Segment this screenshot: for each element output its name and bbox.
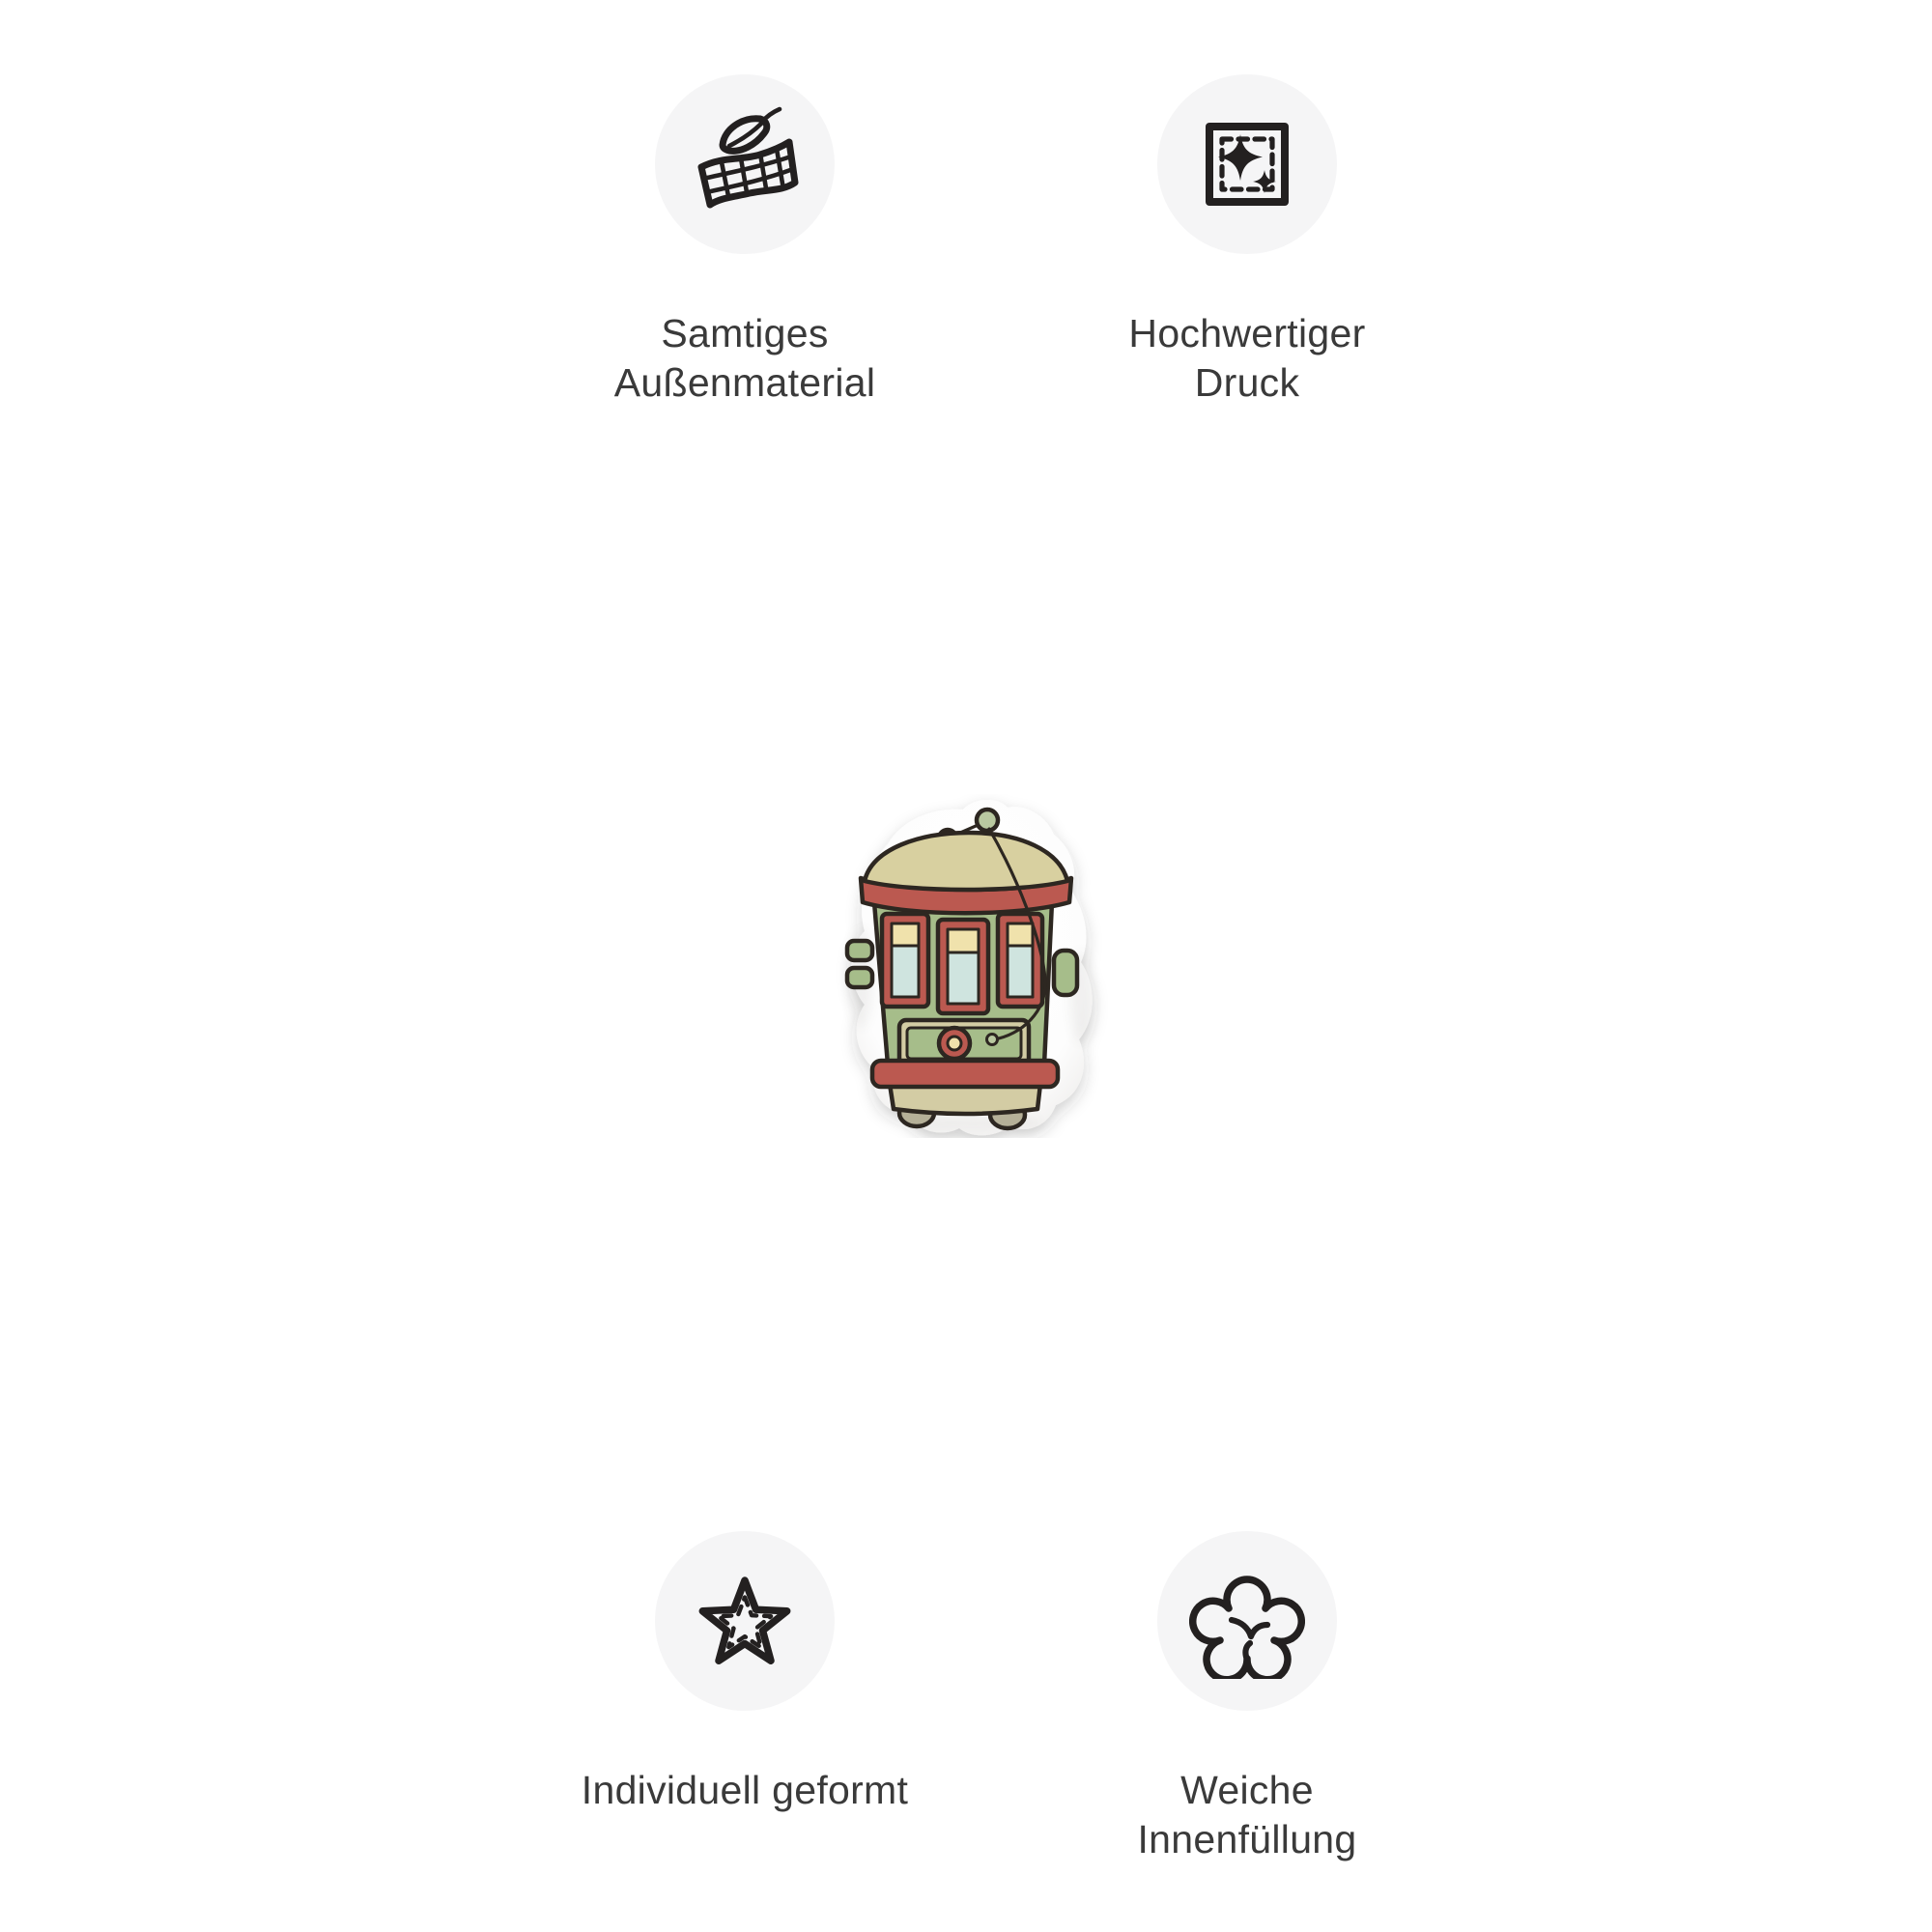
feature-label-velvet-material [614, 309, 876, 408]
cotton-filling-icon [1157, 1531, 1337, 1711]
stitched-star-icon-svg [687, 1563, 803, 1679]
feature-label-custom-shaped [582, 1766, 908, 1815]
tram-shaped-pillow-image [828, 794, 1118, 1138]
tram-right-handle [1054, 951, 1077, 995]
feature-label-line: Innenfüllung [1137, 1817, 1357, 1861]
print-sparkle-icon [1157, 74, 1337, 254]
tram-pole-ball [977, 810, 998, 831]
tram-wire-dot [987, 1035, 998, 1045]
tram-bumper [872, 1061, 1058, 1087]
feature-label-line: Außenmaterial [613, 360, 876, 405]
tram-left-handle [847, 968, 872, 987]
tram-headlight-center [948, 1037, 961, 1050]
feature-label-line: Samtiges [661, 311, 829, 355]
print-sparkle-icon-svg [1189, 106, 1305, 222]
feature-velvet-material [494, 74, 996, 408]
feature-label-quality-print [1128, 309, 1365, 408]
feature-label-line: Hochwertiger [1128, 311, 1366, 355]
feature-soft-filling [996, 1531, 1498, 1864]
feature-custom-shaped [494, 1531, 996, 1815]
feature-label-soft-filling [1137, 1766, 1356, 1864]
stitched-star-icon [655, 1531, 835, 1711]
cotton-filling-icon-svg [1189, 1563, 1305, 1679]
tram-pillow-svg [828, 794, 1118, 1138]
tram-left-handle [847, 941, 872, 960]
feature-label-line: Individuell geformt [581, 1768, 909, 1812]
feature-label-line: Weiche [1180, 1768, 1314, 1812]
fabric-feather-icon-svg [687, 106, 803, 222]
tram-windows [882, 914, 1042, 1013]
feature-label-line: Druck [1194, 360, 1300, 405]
fabric-feather-icon [655, 74, 835, 254]
tram-illustration [847, 810, 1077, 1128]
feature-quality-print [996, 74, 1498, 408]
